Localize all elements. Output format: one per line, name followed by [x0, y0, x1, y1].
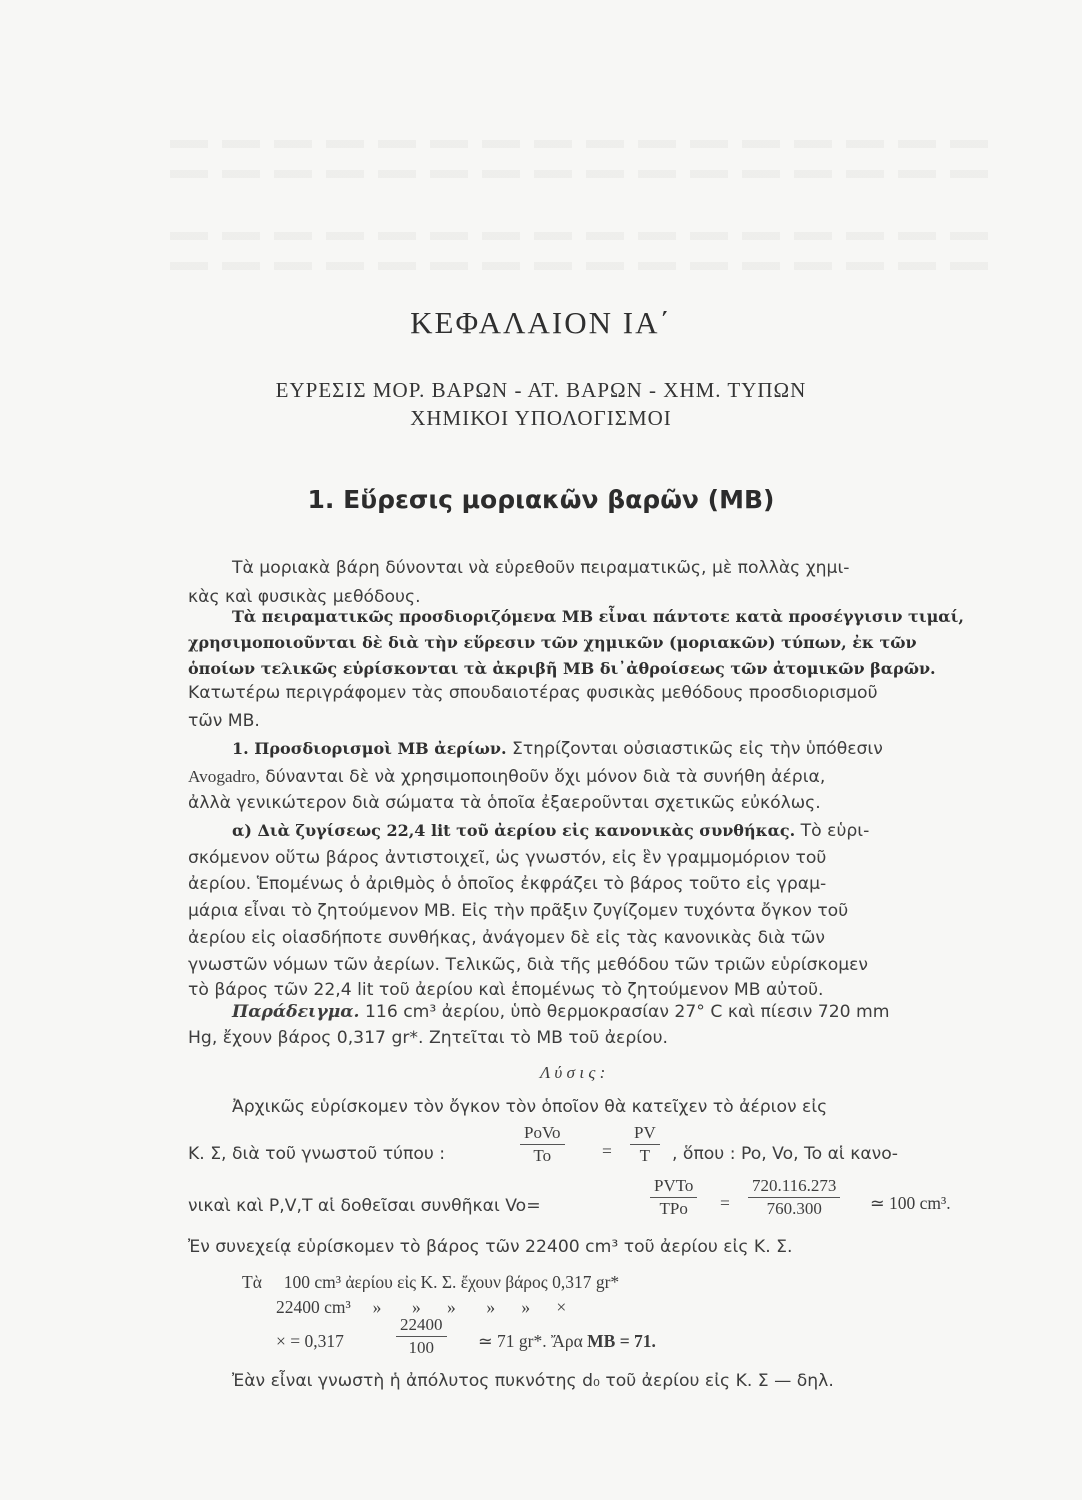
paragraph-line — [232, 821, 869, 841]
result-text — [478, 1331, 656, 1352]
paragraph-line — [188, 767, 825, 787]
paragraph-line: σκόμενον οὕτω βάρος ἀντιστοιχεῖ, ὡς γνωστόν, εἰς ἓν γραμμομόριον τοῦ — [188, 848, 827, 868]
formula-fraction — [748, 1175, 840, 1220]
fraction-denominator: T — [639, 1146, 651, 1165]
bleed-through-mark — [170, 140, 990, 148]
chapter-subtitle-1: ΕΥΡΕΣΙΣ ΜΟΡ. ΒΑΡΩΝ - ΑΤ. ΒΑΡΩΝ - ΧΗΜ. ΤΥΠΩΝ — [275, 378, 807, 402]
formula-fraction — [650, 1175, 697, 1220]
subsection-title: α) Διὰ ζυγίσεως 22,4 lit τοῦ ἀερίου εἰς κανονικὰς συνθήκας. — [232, 821, 796, 840]
bleed-through-mark — [170, 262, 990, 270]
fraction-denominator: 760.300 — [766, 1199, 822, 1218]
chapter-subtitle-2: ΧΗΜΙΚΟΙ ΥΠΟΛΟΓΙΣΜΟΙ — [410, 406, 672, 430]
fraction-denominator: TPo — [659, 1199, 688, 1218]
paragraph-line: Κ. Σ, διὰ τοῦ γνωστοῦ τύπου : — [188, 1144, 446, 1164]
paragraph-line — [232, 739, 883, 759]
text-run: Avogadro, — [188, 767, 260, 786]
rule-of-three-line-2: 22400 cm³ » » » » » × — [276, 1297, 567, 1317]
paragraph-line: Ἀρχικῶς εὑρίσκομεν τὸν ὄγκον τὸν ὁποῖον θὰ κατεῖχεν τὸ ἀέριον εἰς — [232, 1097, 828, 1117]
text-run: Τὸ εὑρι- — [795, 821, 870, 841]
paragraph-line: Hg, ἔχουν βάρος 0,317 gr*. Ζητεῖται τὸ ΜΒ τοῦ ἀερίου. — [188, 1028, 668, 1048]
paragraph-line: ἀερίου. Ἑπομένως ὁ ἀριθμὸς ὁ ὁποῖος ἐκφράζει τὸ βάρος τοῦτο εἰς γραμ- — [188, 874, 827, 894]
paragraph-line: Ἐν συνεχείᾳ εὑρίσκομεν τὸ βάρος τῶν 22400 cm³ τοῦ ἀερίου εἰς Κ. Σ. — [188, 1237, 793, 1257]
paragraph-line: ἀερίου εἰς οἱασδήποτε συνθήκας, ἀνάγομεν δὲ εἰς τὰς κανονικὰς διὰ τῶν — [188, 928, 826, 948]
bleed-through-mark — [170, 232, 990, 240]
fraction-numerator: PoVo — [520, 1122, 565, 1145]
rule-of-three-line-1: Τὰ 100 cm³ ἀερίου εἰς Κ. Σ. ἔχουν βάρος 0,317 gr* — [242, 1272, 620, 1292]
text-run: 116 cm³ ἀερίου, ὑπὸ θερμοκρασίαν 27° C καὶ πίεσιν 720 mm — [359, 1002, 890, 1022]
fraction-denominator: 100 — [408, 1338, 434, 1357]
text-run: δύνανται δὲ νὰ χρησιμοποιηθοῦν ὄχι μόνον διὰ τὰ συνήθη ἀέρια, — [259, 767, 826, 787]
paragraph-line: χρησιμοποιοῦνται δὲ διὰ τὴν εὕρεσιν τῶν χημικῶν (μοριακῶν) τύπων, ἐκ τῶν — [188, 633, 917, 652]
result-equation: × = 0,317 — [276, 1331, 344, 1351]
example-label: Παράδειγμα. — [232, 1002, 360, 1022]
paragraph-line: ὁποίων τελικῶς εὑρίσκονται τὰ ἀκριβῆ ΜΒ δι᾿ἀθροίσεως τῶν ἀτομικῶν βαρῶν. — [188, 659, 936, 678]
section-heading — [0, 485, 1082, 514]
final-answer: ΜΒ = 71. — [582, 1331, 656, 1351]
text-run: ≃ 71 gr*. Ἄρα — [478, 1331, 583, 1351]
subsection-title: 1. Προσδιορισμοὶ ΜΒ ἀερίων. — [232, 739, 507, 758]
paragraph-line: μάρια εἶναι τὸ ζητούμενον ΜΒ. Εἰς τὴν πρᾶξιν ζυγίζομεν τυχόντα ὄγκον τοῦ — [188, 901, 849, 921]
paragraph-line: νικαὶ καὶ P,V,T αἱ δοθεῖσαι συνθῆκαι Vo= — [188, 1196, 541, 1216]
paragraph-line: κὰς καὶ φυσικὰς μεθόδους. — [188, 587, 421, 607]
paragraph-line: ἀλλὰ γενικώτερον διὰ σώματα τὰ ὁποῖα ἐξαεροῦνται σχετικῶς εὐκόλως. — [188, 793, 821, 813]
fraction-denominator: To — [533, 1146, 552, 1165]
paragraph-line: Τὰ πειραματικῶς προσδιοριζόμενα ΜΒ εἶναι πάντοτε κατὰ προσέγγισιν τιμαί, — [232, 607, 964, 626]
paragraph-line: , ὅπου : Po, Vo, To αἱ κανο- — [672, 1144, 898, 1164]
paragraph-line: τὸ βάρος τῶν 22,4 lit τοῦ ἀερίου καὶ ἑπομένως τὸ ζητούμενον ΜΒ αὐτοῦ. — [188, 980, 824, 1000]
fraction-numerator: PVTo — [650, 1175, 697, 1198]
text-run: Στηρίζονται οὐσιαστικῶς εἰς τὴν ὑπόθεσιν — [506, 739, 883, 759]
paragraph-line — [232, 1002, 890, 1022]
solution-label: Λ ύ σ ι ς : — [540, 1063, 606, 1082]
formula-fraction — [520, 1122, 565, 1167]
paragraph-line: τῶν ΜΒ. — [188, 711, 260, 731]
fraction-numerator: 22400 — [396, 1314, 447, 1337]
paragraph-line: γνωστῶν νόμων τῶν ἀερίων. Τελικῶς, διὰ τῆς μεθόδου τῶν τριῶν εὑρίσκομεν — [188, 955, 869, 975]
equals-sign: = — [720, 1193, 730, 1213]
section-heading-text: 1. Εὕρεσις μοριακῶν βαρῶν (ΜΒ) — [307, 485, 775, 514]
paragraph-line: Κατωτέρω περιγράφομεν τὰς σπουδαιοτέρας φυσικὰς μεθόδους προσδιορισμοῦ — [188, 683, 878, 703]
fraction-numerator: 720.116.273 — [748, 1175, 840, 1198]
formula-fraction — [396, 1314, 447, 1359]
bleed-through-mark — [170, 170, 990, 178]
approx-result: ≃ 100 cm³. — [870, 1193, 951, 1213]
formula-fraction — [630, 1122, 660, 1167]
chapter-title: ΚΕΦΑΛΑΙΟΝ ΙΑ΄ — [410, 305, 672, 340]
equals-sign: = — [602, 1141, 612, 1161]
paragraph-line: Ἐὰν εἶναι γνωστὴ ἡ ἀπόλυτος πυκνότης d₀ τοῦ ἀερίου εἰς Κ. Σ — δηλ. — [232, 1371, 834, 1391]
paragraph-line: Τὰ μοριακὰ βάρη δύνονται νὰ εὑρεθοῦν πειραματικῶς, μὲ πολλὰς χημι- — [232, 558, 850, 578]
fraction-numerator: PV — [630, 1122, 660, 1145]
